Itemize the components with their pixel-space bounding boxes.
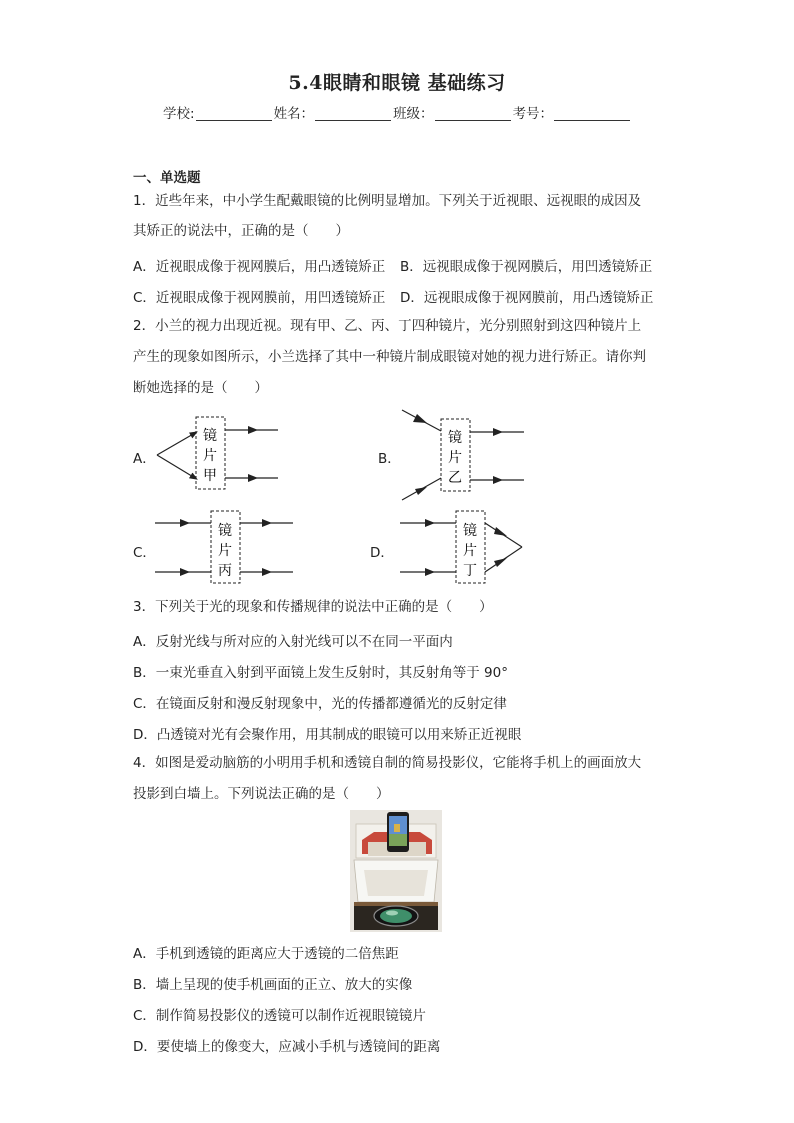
- q3-option-a: A．反射光线与所对应的入射光线可以不在同一平面内: [133, 634, 453, 650]
- lens-d-char-2: 片: [463, 543, 477, 559]
- q4-line-2: 投影到白墙上。下列说法正确的是（ ）: [133, 786, 390, 802]
- exam-number-blank: [554, 106, 630, 121]
- projector-photo: [350, 810, 442, 932]
- arrow-b-3: [493, 428, 503, 436]
- name-blank: [315, 106, 391, 121]
- q3-line: 3．下列关于光的现象和传播规律的说法中正确的是（ ）: [133, 599, 493, 615]
- q3-option-d: D．凸透镜对光有会聚作用，用其制成的眼镜可以用来矫正近视眼: [133, 727, 522, 743]
- ray-b-1: [402, 410, 441, 431]
- arrow-c-1: [180, 519, 190, 527]
- diagram-lens-d: [400, 511, 522, 583]
- q1-line-2: 其矫正的说法中，正确的是（ ）: [133, 223, 349, 239]
- q1-line-1: 1．近些年来，中小学生配戴眼镜的比例明显增加。下列关于近视眼、远视眼的成因及: [133, 193, 642, 209]
- q1-option-d: D．远视眼成像于视网膜前，用凸透镜矫正: [400, 290, 654, 306]
- lens-c-char-2: 片: [218, 543, 232, 559]
- arrow-d-3: [494, 527, 507, 536]
- diagram-lens-b: [402, 410, 524, 500]
- lens-d-box: [456, 511, 485, 583]
- exam-number-label: 考号：: [512, 106, 554, 122]
- arrow-d-1: [425, 519, 435, 527]
- class-blank: [435, 106, 511, 121]
- arrow-c-2: [180, 568, 190, 576]
- lens-a-char-2: 片: [203, 448, 217, 464]
- lens-c-char-1: 镜: [218, 523, 232, 539]
- lens-d-char-1: 镜: [463, 523, 477, 539]
- q2-label-b: B．: [378, 451, 401, 467]
- school-label: 学校:: [163, 106, 195, 122]
- name-label: 姓名：: [273, 106, 315, 122]
- ray-a-2: [157, 455, 195, 478]
- ray-b-2: [402, 478, 441, 500]
- q2-line-1: 2．小兰的视力出现近视。现有甲、乙、丙、丁四种镜片，光分别照射到这四种镜片上: [133, 318, 642, 334]
- q4-option-c: C．制作简易投影仪的透镜可以制作近视眼镜镜片: [133, 1008, 426, 1024]
- lens-a-box: [196, 417, 225, 489]
- page-title: 5.4眼睛和眼镜 基础练习: [288, 72, 506, 94]
- arrow-b-2: [415, 487, 427, 495]
- arrow-b-4: [493, 476, 503, 484]
- lens-b-char-3: 乙: [448, 470, 462, 486]
- arrow-d-4: [494, 558, 507, 567]
- lens-b-box: [441, 419, 470, 491]
- lens-b-char-1: 镜: [448, 430, 462, 446]
- school-blank: [196, 106, 272, 121]
- lens-c-box: [211, 511, 240, 583]
- section-heading: 一、单选题: [133, 170, 201, 186]
- q1-option-c: C．近视眼成像于视网膜前，用凹透镜矫正: [133, 290, 386, 306]
- q4-line-1: 4．如图是爱动脑筋的小明用手机和透镜自制的简易投影仪，它能将手机上的画面放大: [133, 755, 642, 771]
- arrow-c-3: [262, 519, 272, 527]
- q1-option-a: A．近视眼成像于视网膜后，用凸透镜矫正: [133, 259, 386, 275]
- arrow-b-1: [413, 414, 427, 423]
- lens-b-char-2: 片: [448, 450, 462, 466]
- q1-option-b: B．远视眼成像于视网膜后，用凹透镜矫正: [400, 259, 653, 275]
- q2-label-c: C．: [133, 545, 156, 561]
- diagram-lens-c: [155, 511, 293, 583]
- ray-d-3: [485, 523, 522, 547]
- ray-d-4: [485, 547, 522, 572]
- q2-line-3: 断她选择的是（ ）: [133, 380, 268, 396]
- q2-label-d: D．: [370, 545, 394, 561]
- class-label: 班级：: [393, 106, 434, 122]
- q4-option-d: D．要使墙上的像变大，应减小手机与透镜间的距离: [133, 1039, 441, 1055]
- lens-c-char-3: 丙: [218, 563, 232, 579]
- arrow-a-3: [248, 426, 258, 434]
- student-info-row: [163, 102, 632, 122]
- lens-d-char-3: 丁: [463, 563, 477, 579]
- q4-option-b: B．墙上呈现的使手机画面的正立、放大的实像: [133, 977, 413, 993]
- q3-option-b: B．一束光垂直入射到平面镜上发生反射时，其反射角等于 90°: [133, 665, 508, 681]
- lens-a-char-3: 甲: [203, 468, 217, 484]
- arrow-d-2: [425, 568, 435, 576]
- lens-a-char-1: 镜: [203, 428, 217, 444]
- arrow-a-4: [248, 474, 258, 482]
- q4-option-a: A．手机到透镜的距离应大于透镜的二倍焦距: [133, 946, 399, 962]
- ray-a-1: [157, 433, 195, 455]
- q3-option-c: C．在镜面反射和漫反射现象中，光的传播都遵循光的反射定律: [133, 696, 507, 712]
- arrow-c-4: [262, 568, 272, 576]
- diagram-lens-a: [157, 417, 278, 489]
- q2-line-2: 产生的现象如图所示，小兰选择了其中一种镜片制成眼镜对她的视力进行矫正。请你判: [133, 349, 646, 365]
- q2-label-a: A．: [133, 451, 156, 467]
